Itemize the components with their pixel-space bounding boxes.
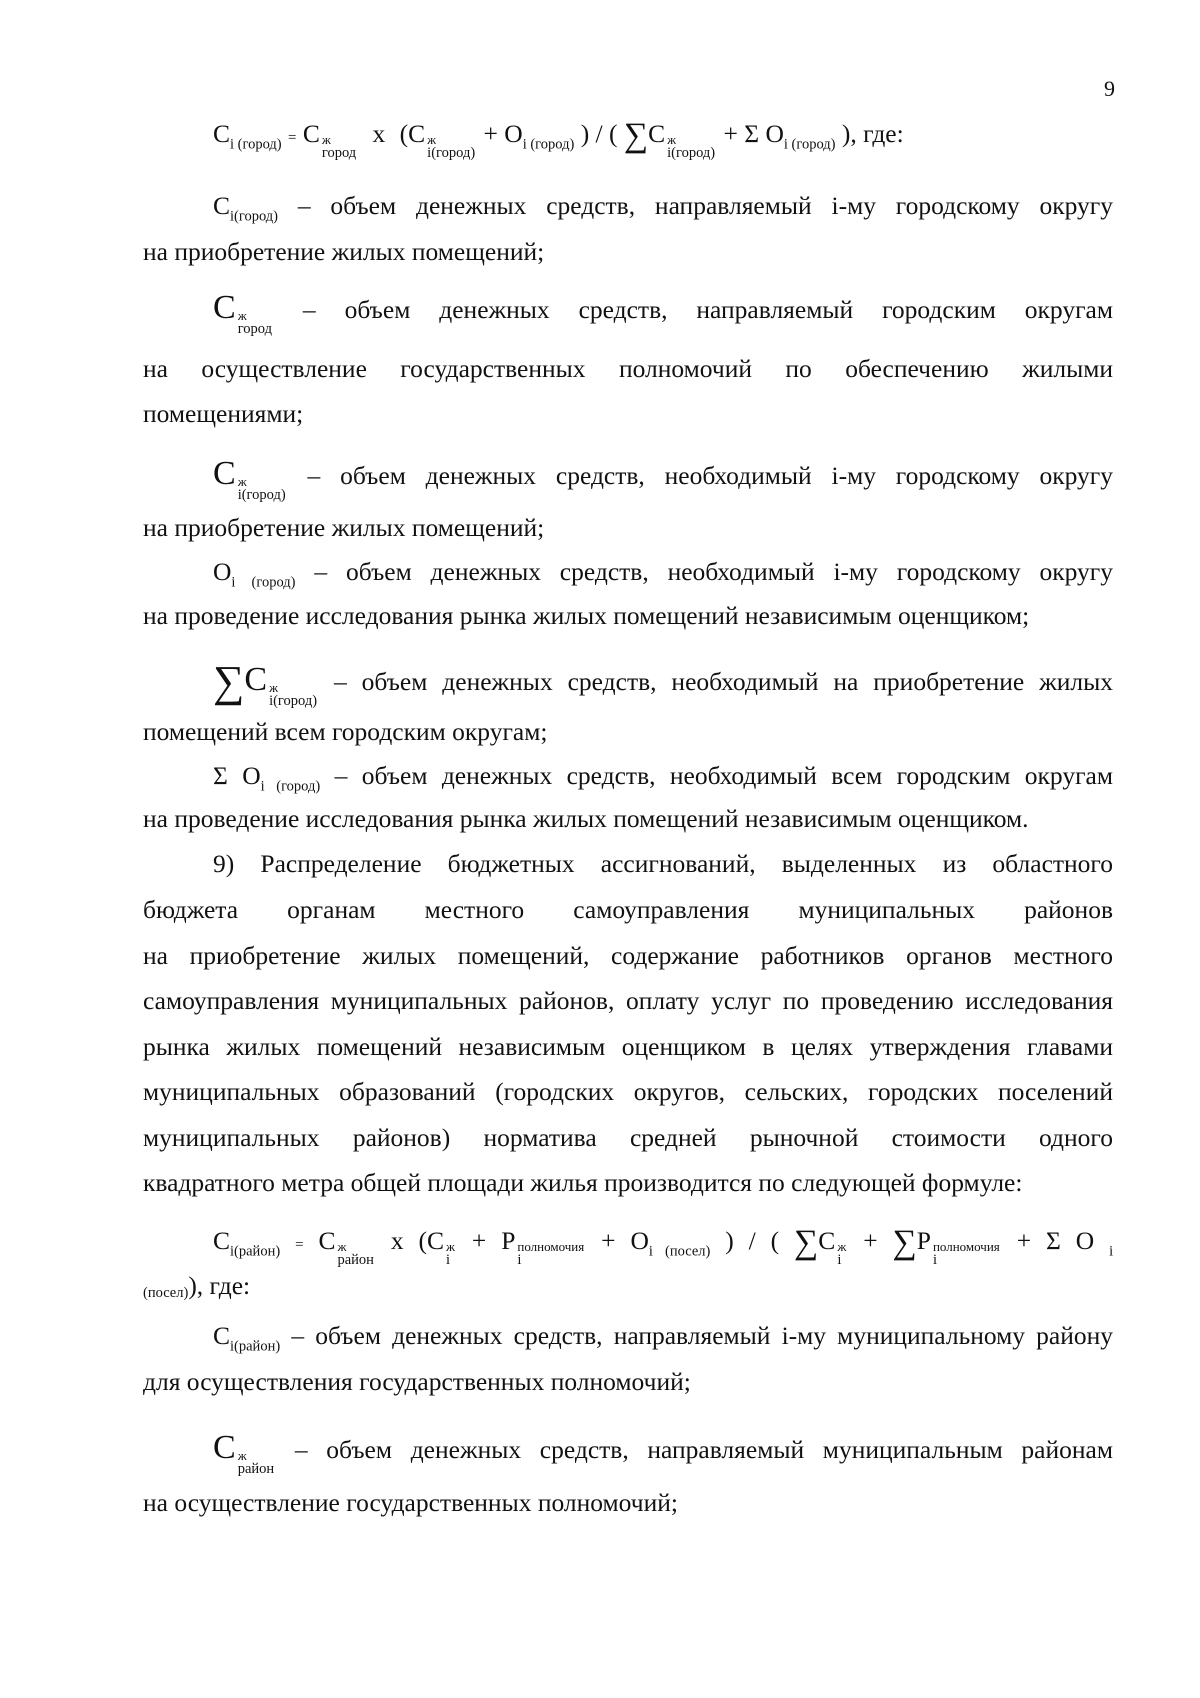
def-c-zh-gorod-cont2: помещениями; — [143, 399, 304, 428]
def-c-zh-gorod: С ж город – объем денежных средств, направляемый городским округам — [213, 289, 1114, 338]
item9-line-2: бюджета органам местного самоуправления муниципальных районов — [143, 895, 1113, 924]
formula-rayon-cont: (посел)), где: — [143, 1271, 251, 1301]
item9-line-3: на приобретение жилых помещений, содержание работников органов местного — [143, 941, 1113, 970]
def-sum-c-zh-cont: помещений всем городским округам; — [143, 717, 548, 746]
def-sum-c-zh: ∑С ж i(город) – объем денежных средств, необходимый на приобретение жилых — [213, 657, 1113, 710]
def-c-zh-i-gorod: С ж i(город) – объем денежных средств, необходимый i-му городскому округу — [213, 455, 1114, 504]
def-ci-rayon: $С_{i(район)}$ – объем денежных средств, направляемый i-му муниципальному району — [213, 1321, 1113, 1355]
item9-line-7: муниципальных районов) норматива средней рыночной стоимости одного — [143, 1123, 1113, 1152]
def-c-zh-i-gorod-cont: на приобретение жилых помещений; — [143, 513, 545, 542]
def-c-zh-rayon: С ж район – объем денежных средств, направляемый муниципальным районам — [213, 1429, 1113, 1478]
def-ci-gorod: $С_{i(город)}$ – объем денежных средств, направляемый i-му городскому округу — [213, 191, 1113, 225]
def-sigma-o-cont: на проведение исследования рынка жилых помещений независимым оценщиком. — [143, 804, 1029, 833]
page-number: 9 — [1104, 76, 1115, 101]
def-ci-gorod-cont: на приобретение жилых помещений; — [143, 237, 545, 266]
formula-rayon: $С_{i(район)} = С$ ж район x (С ж i + Р полномочия i + $О_{i (посел)}$ ) / ( ∑С ж i + ∑Р полномочия i + Σ О $_i$ — [213, 1224, 1114, 1269]
def-o-i-gorod: $О_{i (город)}$ – объем денежных средств, необходимый i-му городскому округу — [213, 557, 1114, 591]
item9-line-8: квадратного метра общей площади жилья производится по следующей формуле: — [143, 1168, 1023, 1197]
def-sigma-o: Σ $О_{i (город)}$ – объем денежных средств, необходимый всем городским округам — [213, 761, 1113, 795]
item9-line-4: самоуправления муниципальных районов, оплату услуг по проведению исследования — [143, 986, 1113, 1015]
def-ci-rayon-cont: для осуществления государственных полномочий; — [143, 1367, 691, 1396]
formula-gorod: $С_{i (город)} = С$ ж город x (С ж i(город) + $О_{i (город)}$ ) / ( ∑С ж i(город) + Σ $О_{i (город)}$ ), где: — [213, 117, 904, 162]
def-c-zh-rayon-cont: на осуществление государственных полномочий; — [143, 1488, 678, 1517]
item9-line-1: 9) Распределение бюджетных ассигнований, выделенных из областного — [213, 849, 1113, 878]
item9-line-6: муниципальных образований (городских округов, сельских, городских поселений — [143, 1077, 1113, 1106]
def-o-i-gorod-cont: на проведение исследования рынка жилых помещений независимым оценщиком; — [143, 601, 1030, 630]
def-c-zh-gorod-cont1: на осуществление государственных полномочий по обеспечению жилыми — [143, 354, 1113, 383]
item9-line-5: рынка жилых помещений независимым оценщиком в целях утверждения главами — [143, 1032, 1113, 1061]
